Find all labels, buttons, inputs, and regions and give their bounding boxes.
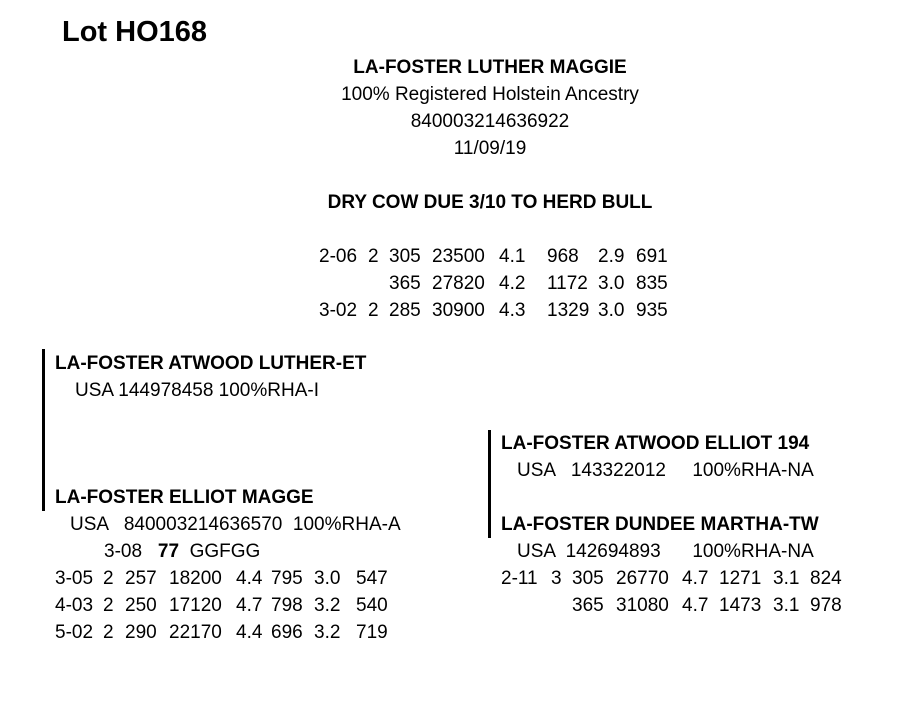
record-cell: 968 xyxy=(547,246,579,267)
record-cell: 835 xyxy=(636,273,668,294)
record-cell: 4.7 xyxy=(236,595,263,616)
record-cell: 2 xyxy=(103,595,114,616)
record-cell: 3.1 xyxy=(773,568,800,589)
record-cell: 2 xyxy=(103,622,114,643)
record-cell: 978 xyxy=(810,595,842,616)
record-cell: 5-02 xyxy=(55,622,94,643)
record-cell: 365 xyxy=(572,595,604,616)
record-cell: 824 xyxy=(810,568,842,589)
record-cell: 305 xyxy=(572,568,604,589)
record-cell: 365 xyxy=(389,273,421,294)
record-cell: 285 xyxy=(389,300,421,321)
lot-number: Lot HO168 xyxy=(62,16,208,48)
record-cell: 305 xyxy=(389,246,421,267)
record-cell: 23500 xyxy=(432,246,485,267)
dam-sire-name: LA-FOSTER ATWOOD ELLIOT 194 xyxy=(501,433,810,454)
record-cell: 691 xyxy=(636,246,668,267)
record-cell: 3 xyxy=(551,568,562,589)
birth-date: 11/09/19 xyxy=(453,138,527,159)
record-cell: 3.2 xyxy=(314,622,341,643)
record-cell: 1329 xyxy=(547,300,590,321)
record-cell: 2 xyxy=(368,246,379,267)
pedigree-bracket-line xyxy=(488,430,491,510)
pedigree-bracket-line xyxy=(42,349,45,431)
record-cell: 4-03 xyxy=(55,595,94,616)
record-cell: 3.1 xyxy=(773,595,800,616)
record-cell: 2.9 xyxy=(598,246,625,267)
record-cell: 290 xyxy=(125,622,157,643)
record-cell: 798 xyxy=(271,595,303,616)
record-cell: 3.2 xyxy=(314,595,341,616)
record-cell: 2 xyxy=(368,300,379,321)
record-cell: 547 xyxy=(356,568,388,589)
record-cell: 250 xyxy=(125,595,157,616)
classification-code: GGFGG xyxy=(189,541,261,562)
record-cell: 3.0 xyxy=(598,273,625,294)
record-cell: 540 xyxy=(356,595,388,616)
dam-dam-registration: USA 142694893 100%RHA-NA xyxy=(517,541,814,562)
record-cell: 257 xyxy=(125,568,157,589)
record-cell: 22170 xyxy=(169,622,222,643)
animal-id: 840003214636922 xyxy=(410,111,570,132)
dam-registration: USA 840003214636570 100%RHA-A xyxy=(70,514,401,535)
record-cell: 2-06 xyxy=(319,246,358,267)
record-cell: 27820 xyxy=(432,273,485,294)
record-cell: 935 xyxy=(636,300,668,321)
record-cell: 1473 xyxy=(719,595,762,616)
record-cell: 1172 xyxy=(547,273,588,294)
record-cell: 30900 xyxy=(432,300,485,321)
record-cell: 3-02 xyxy=(319,300,358,321)
ancestry-line: 100% Registered Holstein Ancestry xyxy=(341,84,639,105)
record-cell: 4.4 xyxy=(236,568,263,589)
record-cell: 795 xyxy=(271,568,303,589)
record-cell: 26770 xyxy=(616,568,669,589)
pedigree-bracket-line xyxy=(42,431,45,511)
dam-name: LA-FOSTER ELLIOT MAGGE xyxy=(55,487,314,508)
record-cell: 2-11 xyxy=(501,568,538,589)
sire-name: LA-FOSTER ATWOOD LUTHER-ET xyxy=(55,353,367,374)
record-cell: 3.0 xyxy=(598,300,625,321)
record-cell: 4.3 xyxy=(499,300,526,321)
record-cell: 3-05 xyxy=(55,568,94,589)
record-cell: 696 xyxy=(271,622,303,643)
animal-name: LA-FOSTER LUTHER MAGGIE xyxy=(353,57,627,78)
classification-score: 77 xyxy=(157,541,180,562)
record-cell: 31080 xyxy=(616,595,669,616)
record-cell: 3.0 xyxy=(314,568,341,589)
record-cell: 1271 xyxy=(719,568,762,589)
dam-sire-registration: USA 143322012 100%RHA-NA xyxy=(517,460,814,481)
dam-classification xyxy=(104,541,260,563)
record-cell: 17120 xyxy=(169,595,222,616)
record-cell: 2 xyxy=(103,568,114,589)
sire-registration: USA 144978458 100%RHA-I xyxy=(75,380,319,401)
record-cell: 4.7 xyxy=(682,595,709,616)
pedigree-bracket-line xyxy=(488,510,491,538)
record-cell: 4.4 xyxy=(236,622,263,643)
breeding-note: DRY COW DUE 3/10 TO HERD BULL xyxy=(327,192,653,213)
record-cell: 4.1 xyxy=(499,246,526,267)
record-cell: 719 xyxy=(356,622,388,643)
dam-dam-name: LA-FOSTER DUNDEE MARTHA-TW xyxy=(501,514,819,535)
classification-age: 3-08 xyxy=(104,541,143,562)
record-cell: 4.7 xyxy=(682,568,709,589)
record-cell: 4.2 xyxy=(499,273,526,294)
record-cell: 18200 xyxy=(169,568,222,589)
